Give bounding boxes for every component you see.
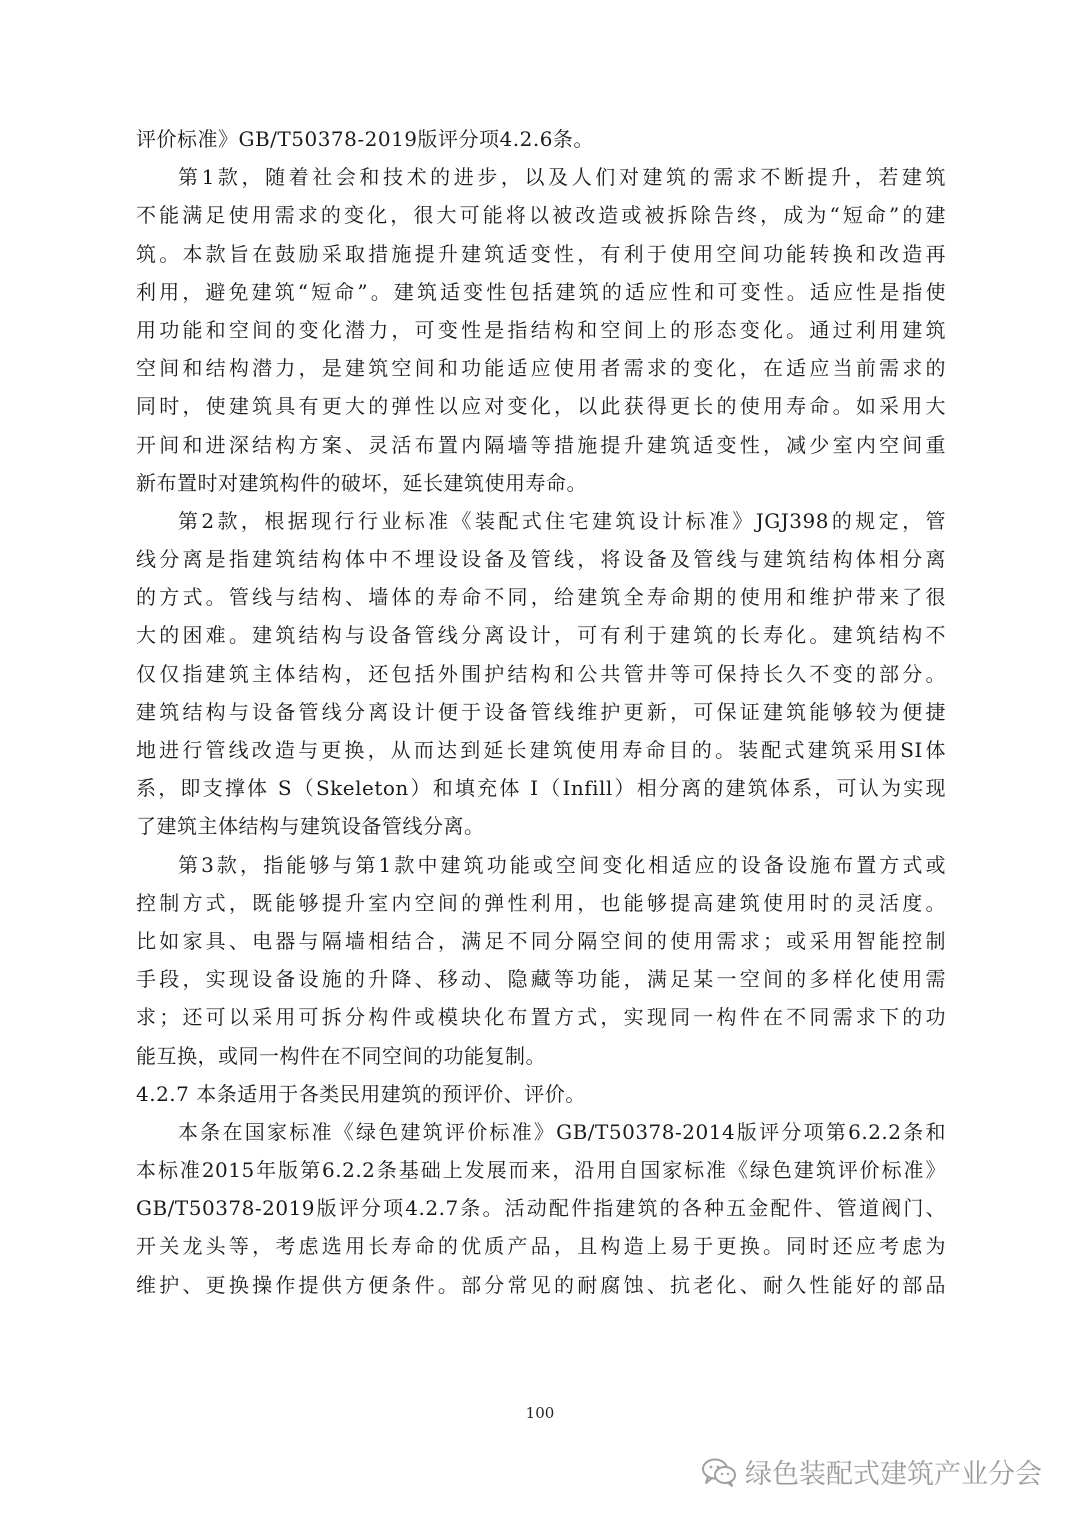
text-line: 空间和结构潜力，是建筑空间和功能适应使用者需求的变化，在适应当前需求的	[136, 356, 946, 381]
text-line: GB/T50378-2019版评分项4.2.7条。活动配件指建筑的各种五金配件、管道阀门、	[136, 1196, 946, 1221]
text-line: 第1款，随着社会和技术的进步，以及人们对建筑的需求不断提升，若建筑	[178, 165, 946, 190]
text-line: 的方式。管线与结构、墙体的寿命不同，给建筑全寿命期的使用和维护带来了很	[136, 585, 946, 610]
text-line: 建筑结构与设备管线分离设计便于设备管线维护更新，可保证建筑能够较为便捷	[136, 699, 946, 724]
text-line: 手段，实现设备设施的升降、移动、隐藏等功能，满足某一空间的多样化使用需	[136, 967, 946, 992]
text-line: 了建筑主体结构与建筑设备管线分离。	[136, 814, 485, 839]
text-line: 能互换，或同一构件在不同空间的功能复制。	[136, 1043, 546, 1068]
text-line: 大的困难。建筑结构与设备管线分离设计，可有利于建筑的长寿化。建筑结构不	[136, 623, 946, 648]
text-line: 开关龙头等，考虑选用长寿命的优质产品，且构造上易于更换。同时还应考虑为	[136, 1234, 946, 1259]
text-line: 维护、更换操作提供方便条件。部分常见的耐腐蚀、抗老化、耐久性能好的部品	[136, 1272, 946, 1297]
wechat-icon	[701, 1457, 737, 1487]
text-line: 第2款，根据现行行业标准《装配式住宅建筑设计标准》JGJ398的规定，管	[178, 508, 946, 533]
watermark	[701, 1452, 1042, 1491]
text-line: 第3款，指能够与第1款中建筑功能或空间变化相适应的设备设施布置方式或	[178, 852, 946, 877]
text-line: 本条在国家标准《绿色建筑评价标准》GB/T50378-2014版评分项第6.2.2条和	[178, 1119, 946, 1144]
page-number: 100	[525, 1404, 555, 1422]
text-line: 评价标准》GB/T50378-2019版评分项4.2.6条。	[136, 127, 594, 151]
text-line: 控制方式，既能够提升室内空间的弹性利用，也能够提高建筑使用时的灵活度。	[136, 890, 946, 915]
text-line: 系，即支撑体 S（Skeleton）和填充体 I（Infill）相分离的建筑体系，可认为实现	[136, 776, 946, 801]
body-text	[136, 120, 946, 1304]
text-line: 地进行管线改造与更换，从而达到延长建筑使用寿命目的。装配式建筑采用SI体	[136, 738, 946, 762]
text-line: 比如家具、电器与隔墙相结合，满足不同分隔空间的使用需求；或采用智能控制	[136, 928, 946, 953]
text-line: 新布置时对建筑构件的破坏，延长建筑使用寿命。	[136, 470, 587, 495]
text-line: 筑。本款旨在鼓励采取措施提升建筑适变性，有利于使用空间功能转换和改造再	[136, 241, 946, 266]
text-line: 开间和进深结构方案、灵活布置内隔墙等措施提升建筑适变性，减少室内空间重	[136, 432, 946, 457]
text-line: 求；还可以采用可拆分构件或模块化布置方式，实现同一构件在不同需求下的功	[136, 1005, 946, 1030]
text-line: 线分离是指建筑结构体中不埋设设备及管线，将设备及管线与建筑结构体相分离	[136, 547, 946, 572]
watermark-text: 绿色装配式建筑产业分会	[745, 1459, 1042, 1490]
text-line: 同时，使建筑具有更大的弹性以应对变化，以此获得更长的使用寿命。如采用大	[136, 394, 946, 419]
text-line: 本标准2015年版第6.2.2条基础上发展而来，沿用自国家标准《绿色建筑评价标准》	[136, 1158, 946, 1183]
text-line: 不能满足使用需求的变化，很大可能将以被改造或被拆除告终，成为“短命”的建	[136, 203, 946, 228]
text-line: 利用，避免建筑“短命”。建筑适变性包括建筑的适应性和可变性。适应性是指使	[136, 279, 946, 304]
text-line: 用功能和空间的变化潜力，可变性是指结构和空间上的形态变化。通过利用建筑	[136, 317, 946, 342]
text-line: 4.2.7 本条适用于各类民用建筑的预评价、评价。	[136, 1081, 586, 1106]
text-line: 仅仅指建筑主体结构，还包括外围护结构和公共管井等可保持长久不变的部分。	[136, 661, 946, 686]
